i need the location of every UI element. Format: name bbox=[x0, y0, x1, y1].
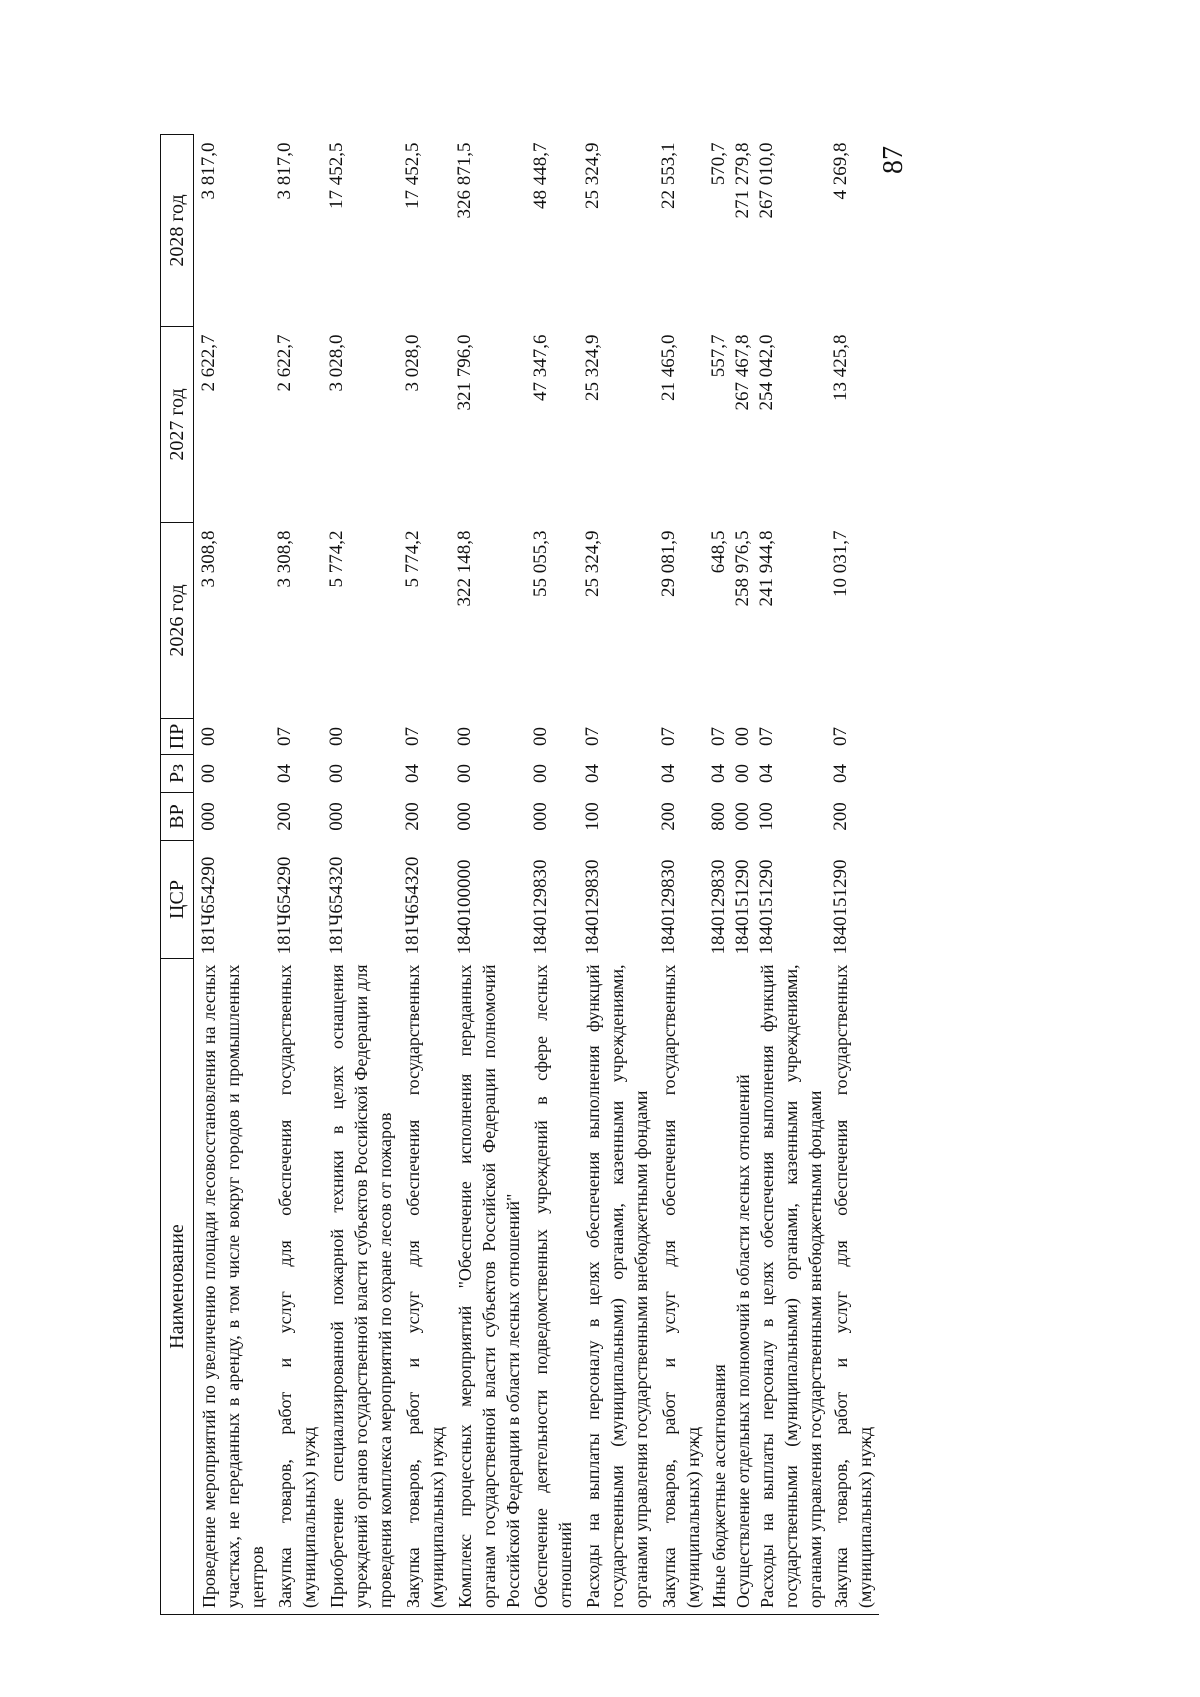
row-2026: 29 081,9 bbox=[658, 530, 679, 597]
row-name: Проведение мероприятий по увеличению площади лесовосстановления на лесных участках, не переданных в аренду, в том числе вокруг городов и промышленных центров bbox=[194, 959, 272, 1615]
row-2027: 47 347,6 bbox=[530, 334, 551, 401]
table-row bbox=[399, 135, 451, 1615]
header-rz: Рз bbox=[161, 755, 194, 793]
table-row bbox=[655, 135, 707, 1615]
row-vr: 000 bbox=[198, 802, 219, 831]
row-2026: 10 031,7 bbox=[830, 530, 851, 597]
row-name: Комплекс процессных мероприятий "Обеспечение исполнения переданных органам государственной власти субъектов Российской Федерации полномочий Российской Федерации в области лесных отношений" bbox=[451, 959, 527, 1615]
header-2028: 2028 год bbox=[161, 135, 194, 327]
row-pr: 00 bbox=[198, 727, 219, 746]
table-row bbox=[579, 135, 655, 1615]
row-2027: 2 622,7 bbox=[198, 334, 219, 392]
row-2027: 3 028,0 bbox=[326, 334, 347, 392]
row-name: Расходы на выплаты персоналу в целях обеспечения выполнения функций государственными (муниципальными) органами, казенными учреждениями, органами управления государственными внебюджетными фондами bbox=[579, 959, 655, 1615]
row-csr: 1840151290 bbox=[830, 859, 851, 955]
row-2027: 3 028,0 bbox=[402, 334, 423, 392]
row-2028: 25 324,9 bbox=[582, 142, 603, 209]
row-pr: 07 bbox=[658, 727, 679, 746]
row-2027: 254 042,0 bbox=[756, 334, 777, 411]
row-pr: 07 bbox=[402, 727, 423, 746]
row-pr: 00 bbox=[732, 727, 753, 746]
row-2028: 17 452,5 bbox=[402, 142, 423, 209]
row-csr: 181Ч654320 bbox=[326, 856, 347, 955]
row-vr: 000 bbox=[732, 802, 753, 831]
row-name: Иные бюджетные ассигнования bbox=[707, 959, 731, 1615]
row-rz: 00 bbox=[454, 764, 475, 783]
row-2027: 2 622,7 bbox=[274, 334, 295, 392]
row-pr: 07 bbox=[756, 727, 777, 746]
row-2028: 271 279,8 bbox=[732, 142, 753, 219]
row-name: Обеспечение деятельности подведомственных учреждений в сфере лесных отношений bbox=[527, 959, 579, 1615]
row-rz: 00 bbox=[198, 764, 219, 783]
table-row bbox=[271, 135, 323, 1615]
row-csr: 1840100000 bbox=[454, 859, 475, 955]
row-csr: 181Ч654320 bbox=[402, 856, 423, 955]
table-row bbox=[731, 135, 755, 1615]
row-csr: 1840129830 bbox=[582, 859, 603, 955]
row-rz: 04 bbox=[756, 764, 777, 783]
row-name: Закупка товаров, работ и услуг для обеспечения государственных (муниципальных) нужд bbox=[827, 959, 879, 1615]
row-rz: 00 bbox=[326, 764, 347, 783]
row-2027: 25 324,9 bbox=[582, 334, 603, 401]
row-csr: 1840129830 bbox=[530, 859, 551, 955]
row-vr: 800 bbox=[708, 802, 729, 831]
row-2026: 648,5 bbox=[708, 530, 729, 574]
row-name: Закупка товаров, работ и услуг для обеспечения государственных (муниципальных) нужд bbox=[271, 959, 323, 1615]
row-2027: 557,7 bbox=[708, 334, 729, 378]
row-vr: 000 bbox=[530, 802, 551, 831]
row-rz: 00 bbox=[732, 764, 753, 783]
header-vr: ВР bbox=[161, 793, 194, 841]
row-2028: 22 553,1 bbox=[658, 142, 679, 209]
row-pr: 07 bbox=[830, 727, 851, 746]
row-2027: 267 467,8 bbox=[732, 334, 753, 411]
row-vr: 200 bbox=[658, 802, 679, 831]
table-row bbox=[527, 135, 579, 1615]
row-pr: 00 bbox=[326, 727, 347, 746]
row-csr: 1840151290 bbox=[756, 859, 777, 955]
row-2026: 322 148,8 bbox=[454, 530, 475, 607]
rotated-table-container bbox=[160, 135, 980, 1615]
page-number: 87 bbox=[878, 146, 909, 174]
row-csr: 1840129830 bbox=[658, 859, 679, 955]
row-rz: 04 bbox=[830, 764, 851, 783]
row-2026: 258 976,5 bbox=[732, 530, 753, 607]
row-vr: 100 bbox=[756, 802, 777, 831]
row-2027: 321 796,0 bbox=[454, 334, 475, 411]
row-2027: 13 425,8 bbox=[830, 334, 851, 401]
row-csr: 181Ч654290 bbox=[274, 856, 295, 955]
row-vr: 100 bbox=[582, 802, 603, 831]
row-rz: 04 bbox=[402, 764, 423, 783]
row-2026: 25 324,9 bbox=[582, 530, 603, 597]
row-vr: 200 bbox=[830, 802, 851, 831]
row-rz: 00 bbox=[530, 764, 551, 783]
budget-table bbox=[160, 134, 879, 1615]
row-2028: 3 817,0 bbox=[274, 142, 295, 200]
row-rz: 04 bbox=[658, 764, 679, 783]
row-rz: 04 bbox=[708, 764, 729, 783]
row-2028: 267 010,0 bbox=[756, 142, 777, 219]
row-name: Закупка товаров, работ и услуг для обеспечения государственных (муниципальных) нужд bbox=[655, 959, 707, 1615]
row-vr: 000 bbox=[454, 802, 475, 831]
row-2028: 4 269,8 bbox=[830, 142, 851, 200]
row-rz: 04 bbox=[582, 764, 603, 783]
row-name: Расходы на выплаты персоналу в целях обеспечения выполнения функций государственными (муниципальными) органами, казенными учреждениями, органами управления государственными внебюджетными фондами bbox=[755, 959, 827, 1615]
header-2026: 2026 год bbox=[161, 523, 194, 719]
row-2028: 48 448,7 bbox=[530, 142, 551, 209]
row-name: Приобретение специализированной пожарной техники в целях оснащения учреждений органов государственной власти субъектов Российской Федерации для проведения комплекса мероприятий по охране лесов от пожаров bbox=[323, 959, 399, 1615]
row-vr: 000 bbox=[326, 802, 347, 831]
row-rz: 04 bbox=[274, 764, 295, 783]
table-row bbox=[451, 135, 527, 1615]
row-2026: 55 055,3 bbox=[530, 530, 551, 597]
row-2028: 570,7 bbox=[708, 142, 729, 186]
header-2027: 2027 год bbox=[161, 327, 194, 523]
table-row bbox=[755, 135, 827, 1615]
row-pr: 07 bbox=[274, 727, 295, 746]
row-2026: 3 308,8 bbox=[274, 530, 295, 588]
row-pr: 00 bbox=[530, 727, 551, 746]
table-row bbox=[707, 135, 731, 1615]
row-vr: 200 bbox=[274, 802, 295, 831]
row-pr: 00 bbox=[454, 727, 475, 746]
table-row bbox=[827, 135, 879, 1615]
row-csr: 181Ч654290 bbox=[198, 856, 219, 955]
row-2026: 241 944,8 bbox=[756, 530, 777, 607]
table-header-row bbox=[161, 135, 194, 1615]
row-2026: 5 774,2 bbox=[402, 530, 423, 588]
header-name: Наименование bbox=[161, 959, 194, 1615]
row-2027: 21 465,0 bbox=[658, 334, 679, 401]
row-2026: 3 308,8 bbox=[198, 530, 219, 588]
row-name: Осуществление отдельных полномочий в области лесных отношений bbox=[731, 959, 755, 1615]
row-2028: 3 817,0 bbox=[198, 142, 219, 200]
header-csr: ЦСР bbox=[161, 841, 194, 959]
row-csr: 1840129830 bbox=[708, 859, 729, 955]
table-row bbox=[194, 135, 272, 1615]
row-pr: 07 bbox=[708, 727, 729, 746]
row-2028: 326 871,5 bbox=[454, 142, 475, 219]
row-2026: 5 774,2 bbox=[326, 530, 347, 588]
row-2028: 17 452,5 bbox=[326, 142, 347, 209]
row-vr: 200 bbox=[402, 802, 423, 831]
table-row bbox=[323, 135, 399, 1615]
row-name: Закупка товаров, работ и услуг для обеспечения государственных (муниципальных) нужд bbox=[399, 959, 451, 1615]
header-pr: ПР bbox=[161, 719, 194, 755]
row-pr: 07 bbox=[582, 727, 603, 746]
row-csr: 1840151290 bbox=[732, 859, 753, 955]
